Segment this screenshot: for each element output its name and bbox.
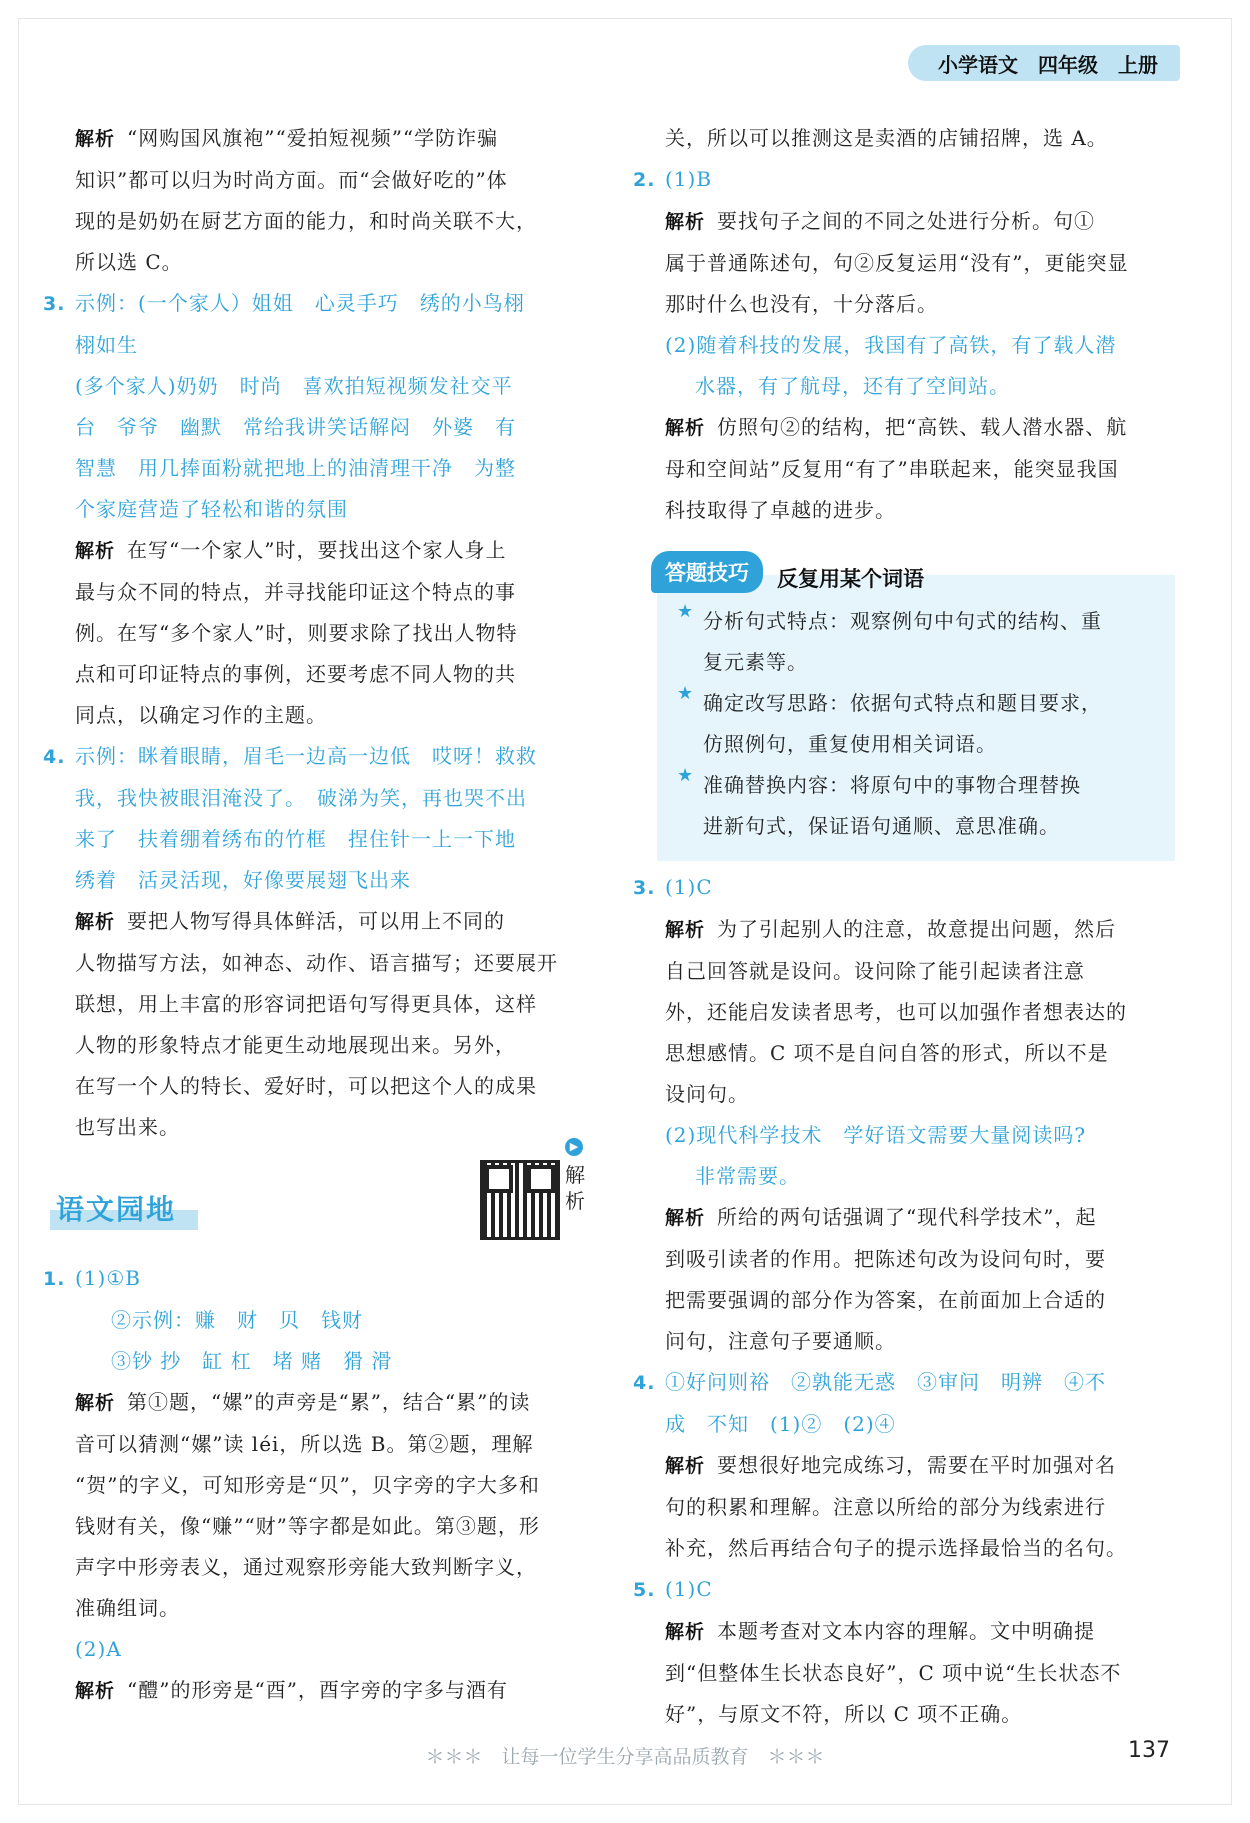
analysis-block-1: 解析 “网购国风旗袍”“爱拍短视频”“学防诈骗 知识”都可以归为时尚方面。而“会做好吃的”体 现的是奶奶在厨艺方面的能力，和时尚关联不大， 所以选 C。: [75, 126, 537, 274]
question-5-right: 5. (1)C 解析 本题考查对文本内容的理解。文中明确提 到“但整体生长状态良好”，C 项中说“生长状态不 好”，与原文不符，所以 C 项不正确。: [665, 1569, 1175, 1735]
tip-item: ★ 确定改写思路：依据句式特点和题目要求， 仿照例句，重复使用相关词语。: [677, 683, 1102, 756]
analysis-label: 解析: [75, 1680, 116, 1702]
analysis-label: 解析: [665, 1455, 706, 1477]
qr-label: 解析: [565, 1163, 585, 1213]
question-4: 4. 示例：眯着眼睛，眉毛一边高一边低 哎呀！救救 我，我快被眼泪淹没了。 破涕为笑，再也哭不出 来了 扶着绷着绣布的竹框 捏住针一上一下地 绣着 活灵活现，好像要展翅飞出来: [75, 736, 595, 901]
tip-item: ★ 准确替换内容：将原句中的事物合理替换 进新句式，保证语句通顺、意思准确。: [677, 765, 1081, 838]
right-column: [633, 118, 1175, 1735]
garden-question-1-analysis: 解析 第①题，“嫘”的声旁是“累”，结合“累”的读 音可以猜测“嫘”读 léi，所以选 B。第②题，理解 “贺”的字义，可知形旁是“贝”，贝字旁的字大多和 钱财有关，像“赚”“财”等字都是如此。第③题，形 声字中形旁表义，通过观察形旁能大致判断字义， 准确组词。: [75, 1390, 540, 1620]
analysis-label: 解析: [665, 211, 706, 233]
garden-question-1-part-2: (2)A: [75, 1637, 122, 1661]
left-column: [43, 118, 595, 1148]
garden-question-1-part-2-analysis: 解析 “醴”的形旁是“酉”，酉字旁的字多与酒有: [75, 1678, 508, 1702]
question-2: 2. (1)B 解析 要找句子之间的不同之处进行分析。句① 属于普通陈述句，句②反复运用“没有”，更能突显 那时什么也没有，十分落后。 (2)随着科技的发展，我国有了高铁，有了载人潜 水器，有了航母，还有了空间站。 解析 仿照句②的结构，把“高铁、载人潜水器、航 母和空间站”反复用“有了”串联起来，能突显我国 科技取得了卓越的进步。: [665, 159, 1175, 531]
analysis-label: 解析: [75, 911, 116, 933]
question-number: 2.: [633, 169, 656, 191]
qr-code-icon[interactable]: [480, 1160, 560, 1240]
tips-badge: 答题技巧: [651, 551, 763, 593]
question-number: 3.: [633, 877, 656, 899]
continuation-line: 关，所以可以推测这是卖酒的店铺招牌，选 A。: [665, 126, 1108, 150]
question-3-analysis: 解析 在写“一个家人”时，要找出这个家人身上 最与众不同的特点，并寻找能印证这个特点的事 例。在写“多个家人”时，则要求除了找出人物特 点和可印证特点的事例，还要考虑不同人物的共 同点，以确定习作的主题。: [75, 538, 518, 727]
tips-header: [651, 551, 1159, 593]
analysis-label: 解析: [75, 128, 116, 150]
tip-item: ★ 分析句式特点：观察例句中句式的结构、重 复元素等。: [677, 601, 1102, 674]
question-3-right: 3. (1)C 解析 为了引起别人的注意，故意提出问题，然后 自己回答就是设问。设问除了能引起读者注意 外，还能启发读者思考，也可以加强作者想表达的 思想感情。C 项不是自问自答的形式，所以不是 设问句。 (2)现代科学技术 学好语文需要大量阅读吗? 非常需要。 解析 所给的两句话强调了“现代科学技术”，起 到吸引读者的作用。把陈述句改为设问句时，要 把需要强调的部分作为答案，在前面加上合适的 问句，注意句子要通顺。: [665, 867, 1175, 1362]
question-4-analysis: 解析 要把人物写得具体鲜活，可以用上不同的 人物描写方法，如神态、动作、语言描写；还要展开 联想，用上丰富的形容词把语句写得更具体，这样 人物的形象特点才能更生动地展现出来。另外， 在写一个人的特长、爱好时，可以把这个人的成果 也写出来。: [75, 909, 558, 1139]
tips-box: [657, 561, 1175, 861]
section-title: [50, 1188, 200, 1232]
analysis-label: 解析: [665, 1621, 706, 1643]
analysis-label: 解析: [665, 919, 706, 941]
analysis-label: 解析: [75, 1392, 116, 1414]
question-number: 5.: [633, 1579, 656, 1601]
header-grade: 四年级: [1038, 52, 1098, 77]
star-icon: ★: [677, 765, 694, 786]
footer-slogan: ＊＊＊ 让每一位学生分享高品质教育 ＊＊＊: [425, 1746, 825, 1768]
analysis-label: 解析: [665, 417, 706, 439]
play-icon[interactable]: ▶: [565, 1138, 583, 1156]
question-4-right: 4. ①好问则裕 ②孰能无惑 ③审问 明辨 ④不 成 不知 (1)② (2)④ 解析 要想很好地完成练习，需要在平时加强对名 句的积累和理解。注意以所给的部分为线索进行 补充，然后再结合句子的提示选择最恰当的名句。: [665, 1362, 1175, 1569]
analysis-label: 解析: [75, 540, 116, 562]
question-3: 3. 示例：(一个家人）姐姐 心灵手巧 绣的小鸟栩 栩如生 (多个家人)奶奶 时尚 喜欢拍短视频发社交平 台 爷爷 幽默 常给我讲笑话解闷 外婆 有 智慧 用几捧面粉就把地上的油清理干净 为整 个家庭营造了轻松和谐的氛围: [75, 283, 595, 530]
header-volume: 上册: [1118, 52, 1158, 77]
header-tab: [908, 45, 1180, 81]
section-title-text: 语文园地: [56, 1193, 177, 1226]
question-number: 3.: [43, 293, 66, 315]
question-number: 4.: [43, 746, 66, 768]
star-icon: ★: [677, 683, 694, 704]
star-icon: ★: [677, 601, 694, 622]
header-subject: 小学语文: [938, 52, 1018, 77]
analysis-label: 解析: [665, 1207, 706, 1229]
tips-title: 反复用某个词语: [777, 567, 924, 591]
page-number: 137: [1128, 1738, 1170, 1763]
question-number: 4.: [633, 1372, 656, 1394]
left-column-lower: [43, 1258, 595, 1712]
question-number: 1.: [43, 1268, 66, 1290]
garden-question-1: 1. (1)①B ②示例：赚 财 贝 钱财 ③钞 抄 缸 杠 堵 赌 猾 滑: [75, 1258, 595, 1382]
